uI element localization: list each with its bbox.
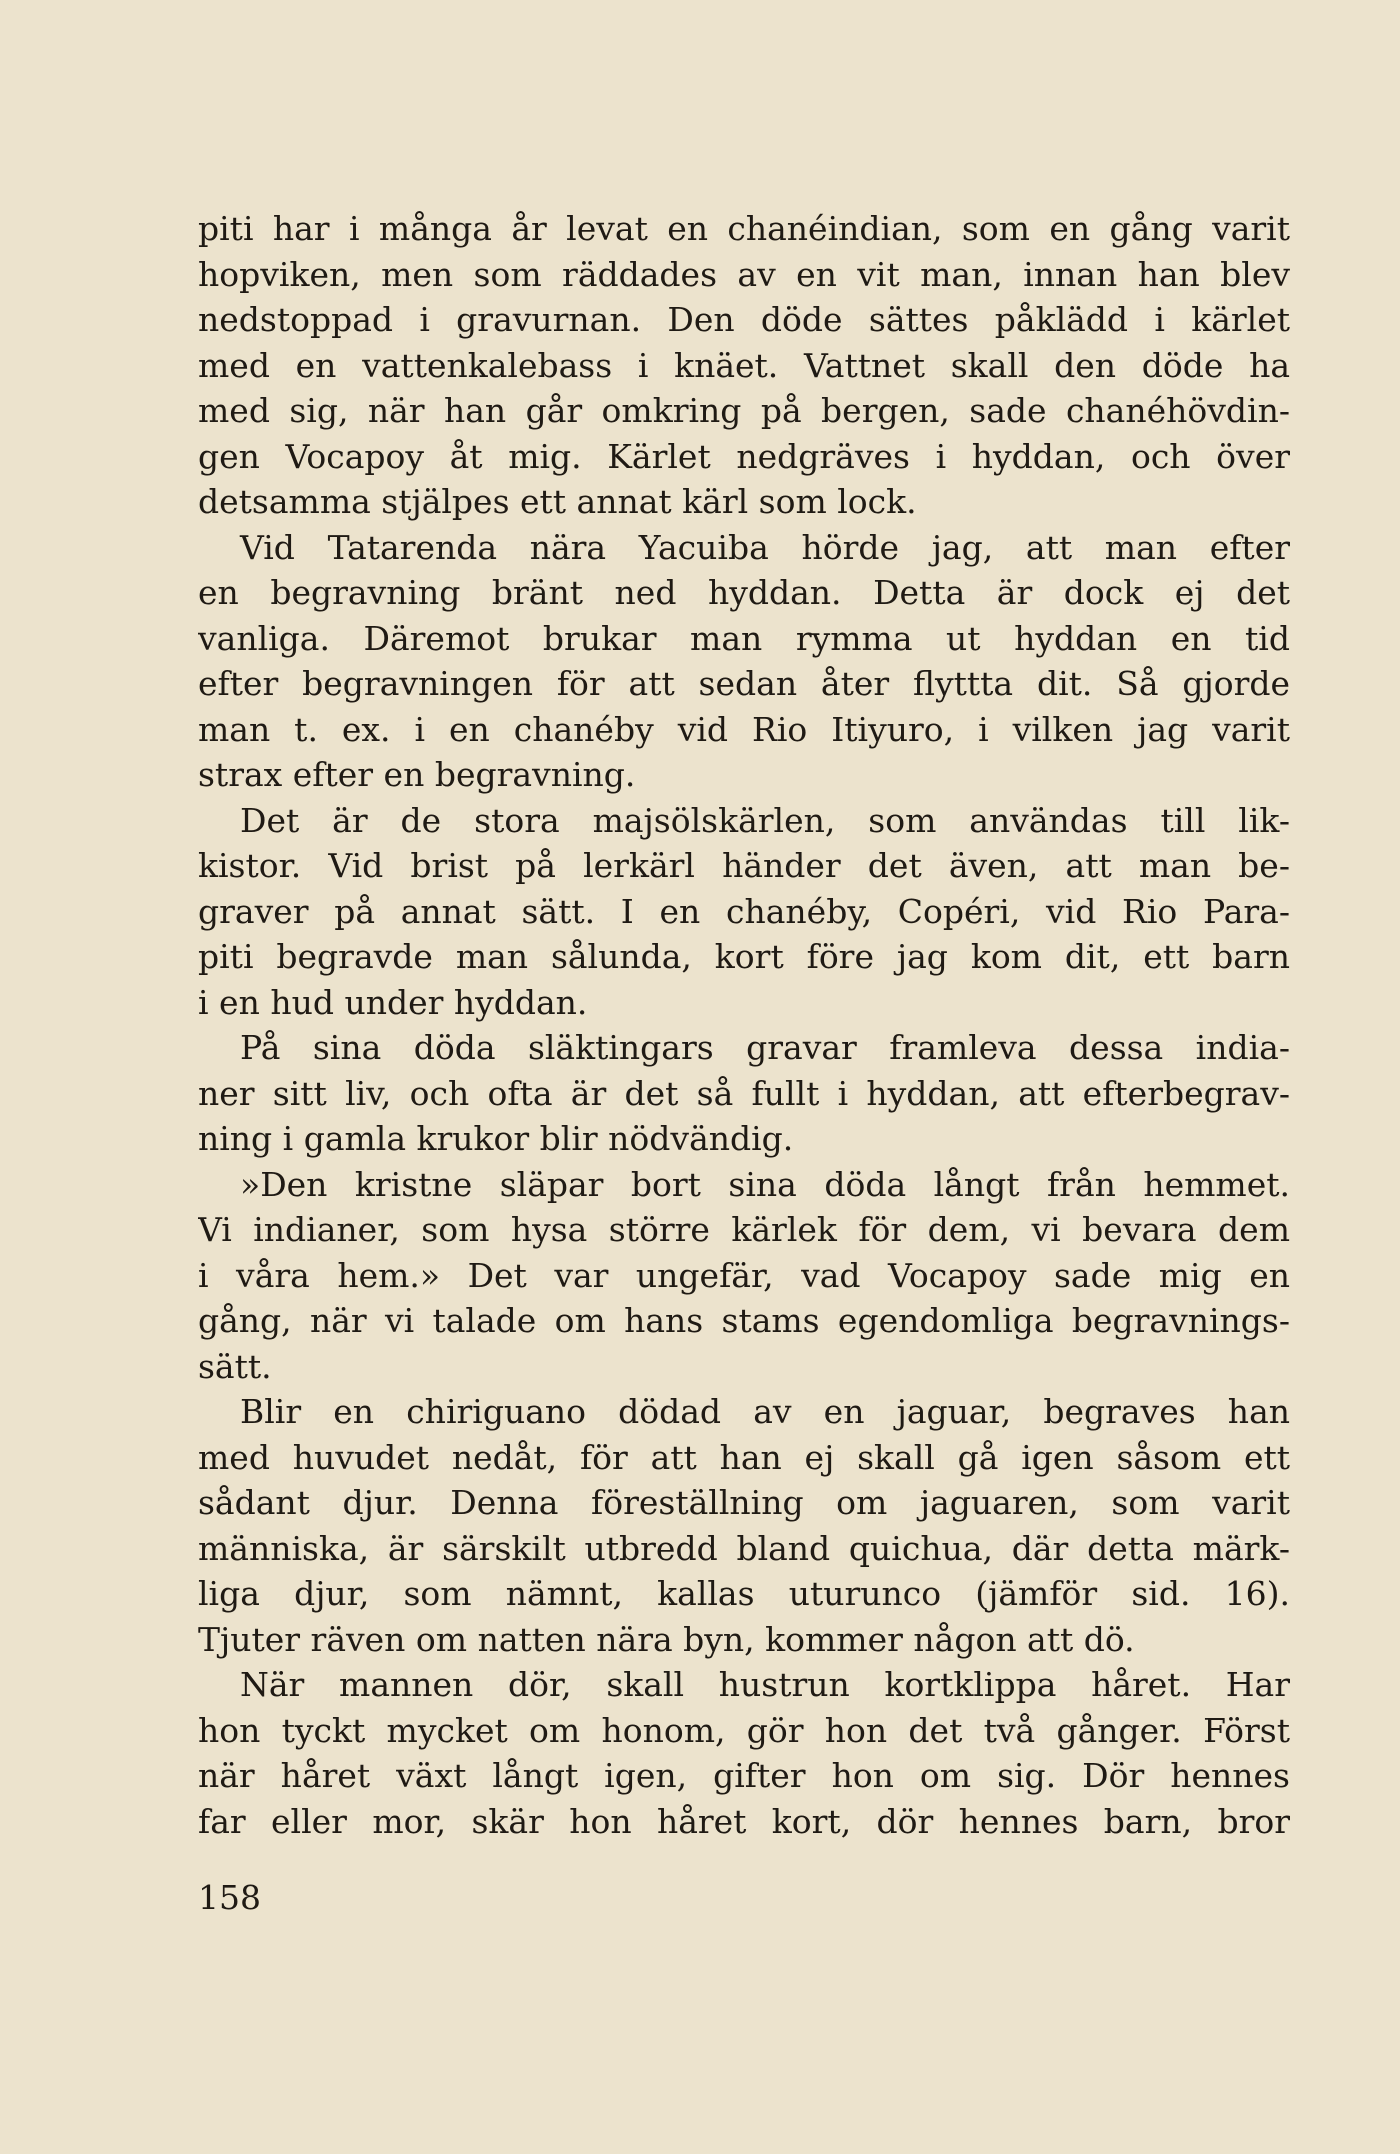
text-line: man t. ex. i en chanéby vid Rio Itiyuro, i vilken jag varit	[198, 709, 1290, 749]
text-line: hon tyckt mycket om honom, gör hon det två gånger. Först	[198, 1710, 1290, 1750]
paragraph	[198, 798, 1290, 1026]
text-line: liga djur, som nämnt, kallas uturunco (jämför sid. 16).	[198, 1574, 1290, 1613]
text-line: sätt.	[198, 1346, 272, 1386]
text-line: ner sitt liv, och ofta är det så fullt i hyddan, att efterbegrav-	[198, 1073, 1290, 1113]
text-line: kistor. Vid brist på lerkärl händer det även, att man be-	[198, 846, 1290, 885]
text-line: far eller mor, skär hon håret kort, dör hennes barn, bror	[198, 1801, 1290, 1841]
text-line: i våra hem.» Det var ungefär, vad Vocapoy sade mig en	[198, 1255, 1290, 1295]
text-line: Det är de stora majsölskärlen, som användas till lik-	[240, 800, 1290, 840]
text-line: med en vattenkalebass i knäet. Vattnet skall den döde ha	[198, 345, 1290, 385]
text-line: Vi indianer, som hysa större kärlek för dem, vi bevara dem	[198, 1210, 1290, 1249]
body-text	[198, 206, 1290, 1844]
text-line: en begravning bränt ned hyddan. Detta är dock ej det	[198, 573, 1290, 612]
page-number: 158	[198, 1878, 261, 1917]
text-line: strax efter en begravning.	[198, 755, 636, 794]
text-line: På sina döda släktingars gravar framleva dessa india-	[240, 1028, 1290, 1067]
paragraph	[198, 206, 1290, 525]
text-line: detsamma stjälpes ett annat kärl som lock.	[198, 482, 917, 521]
text-line: med sig, när han går omkring på bergen, sade chanéhövdin-	[198, 391, 1290, 430]
text-line: piti har i många år levat en chanéindian, som en gång varit	[198, 209, 1290, 248]
paragraph	[198, 525, 1290, 798]
text-line: gen Vocapoy åt mig. Kärlet nedgräves i hyddan, och över	[198, 436, 1290, 476]
text-line: sådant djur. Denna föreställning om jaguaren, som varit	[198, 1483, 1290, 1522]
paragraph	[198, 1662, 1290, 1844]
text-line: graver på annat sätt. I en chanéby, Copéri, vid Rio Para-	[198, 891, 1290, 931]
text-line: När mannen dör, skall hustrun kortklippa håret. Har	[240, 1665, 1290, 1704]
text-line: nedstoppad i gravurnan. Den döde sättes påklädd i kärlet	[198, 300, 1290, 339]
text-line: gång, när vi talade om hans stams egendomliga begravnings-	[198, 1301, 1290, 1340]
text-line: Vid Tatarenda nära Yacuiba hörde jag, att man efter	[240, 527, 1290, 567]
text-line: »Den kristne släpar bort sina döda långt från hemmet.	[240, 1164, 1290, 1204]
text-line: när håret växt långt igen, gifter hon om sig. Dör hennes	[198, 1756, 1290, 1795]
text-line: ning i gamla krukor blir nödvändig.	[198, 1119, 794, 1158]
text-line: vanliga. Däremot brukar man rymma ut hyddan en tid	[198, 618, 1290, 658]
text-line: Blir en chiriguano dödad av en jaguar, begraves han	[240, 1392, 1290, 1431]
text-line: Tjuter räven om natten nära byn, kommer någon att dö.	[198, 1619, 1135, 1659]
text-line: människa, är särskilt utbredd bland quichua, där detta märk-	[198, 1528, 1290, 1568]
paragraph	[198, 1389, 1290, 1662]
text-line: med huvudet nedåt, för att han ej skall gå igen såsom ett	[198, 1437, 1290, 1477]
text-line: piti begravde man sålunda, kort före jag kom dit, ett barn	[198, 937, 1290, 976]
text-line: hopviken, men som räddades av en vit man, innan han blev	[198, 254, 1290, 294]
paragraph	[198, 1025, 1290, 1162]
paragraph	[198, 1162, 1290, 1390]
text-line: i en hud under hyddan.	[198, 982, 588, 1022]
text-line: efter begravningen för att sedan åter flyttta dit. Så gjorde	[198, 664, 1290, 703]
